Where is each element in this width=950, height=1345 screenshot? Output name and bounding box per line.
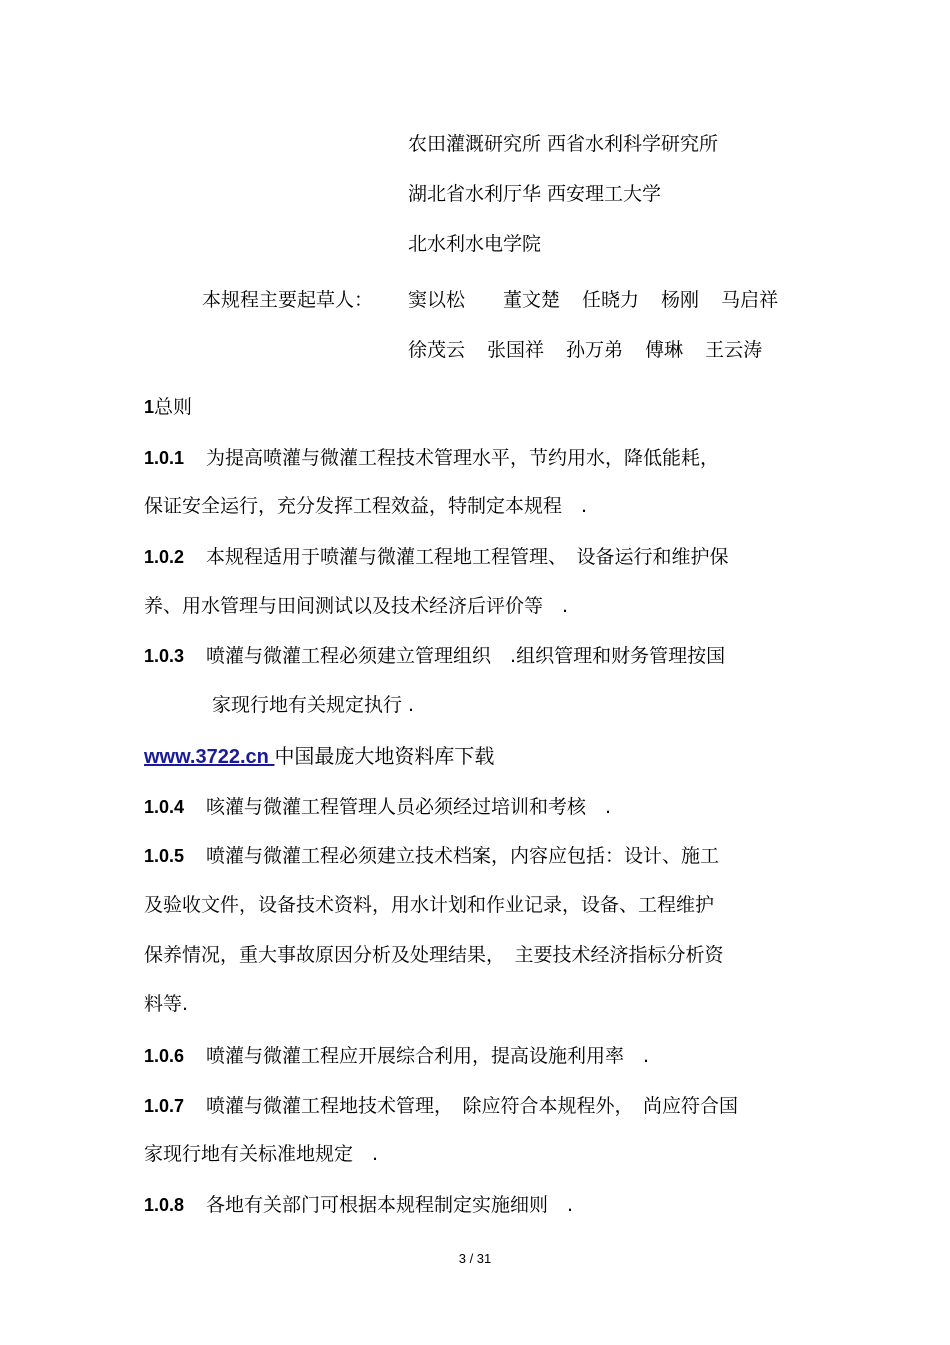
clause-number: 1.0.2 [144,547,185,567]
clause-number: 1.0.8 [144,1195,185,1215]
clause-text: 喷灌与微灌工程必须建立管理组织 .组织管理和财务管理按国 [206,645,726,667]
drafters-label: 本规程主要起草人： [202,289,374,311]
drafting-unit-line-3: 北水利水电学院 [408,233,542,255]
page-number: 3 / 31 [458,1251,492,1266]
drafters-row-1 [408,288,800,312]
drafter-name: 董文楚 [503,289,561,311]
drafters-row-2 [408,338,784,362]
clause-number: 1.0.1 [144,448,185,468]
section-title: 总则 [154,396,193,418]
clause-1-0-4 [144,795,611,819]
clause-text: 本规程适用于喷灌与微灌工程地工程管理、 设备运行和维护保 [206,546,729,568]
drafting-unit-line-2: 湖北省水利厅华 西安理工大学 [408,183,662,205]
drafter-name: 孙万弟 [566,339,624,361]
clause-text: 各地有关部门可根据本规程制定实施细则 . [206,1194,574,1216]
website-link[interactable]: www.3722.cn [144,746,275,768]
clause-text: 为提高喷灌与微灌工程技术管理水平，节约用水，降低能耗， [206,447,720,469]
drafter-name: 任晓力 [582,289,640,311]
clause-text: 喷灌与微灌工程应开展综合利用，提高设施利用率 . [206,1045,650,1067]
clause-number: 1.0.7 [144,1096,185,1116]
clause-text-continuation: 家现行地有关标准地规定 . [144,1143,379,1165]
clause-1-0-7 [144,1094,738,1118]
drafter-name: 窦以松 [408,289,466,311]
drafter-name: 王云涛 [705,339,763,361]
drafter-name: 傅琳 [645,339,684,361]
clause-number: 1.0.5 [144,846,185,866]
drafter-name: 杨刚 [661,289,700,311]
drafter-name: 张国祥 [487,339,545,361]
clause-1-0-3 [144,644,725,668]
download-ad [144,744,494,769]
clause-text-continuation: 保养情况，重大事故原因分析及处理结果， 主要技术经济指标分析资 [144,944,724,966]
clause-text: 喷灌与微灌工程地技术管理， 除应符合本规程外， 尚应符合国 [206,1095,739,1117]
clause-number: 1.0.6 [144,1046,185,1066]
clause-1-0-5 [144,844,719,868]
clause-text-continuation: 料等. [144,993,189,1015]
clause-1-0-8 [144,1193,573,1217]
clause-number: 1.0.3 [144,646,185,666]
section-heading [144,395,192,419]
clause-text-continuation: 及验收文件，设备技术资料，用水计划和作业记录，设备、工程维护 [144,894,715,916]
clause-text-continuation: 家现行地有关规定执行 . [212,694,415,716]
ad-text: 中国最庞大地资料库下载 [274,744,495,768]
drafter-name: 马启祥 [721,289,779,311]
drafting-unit-line-1: 农田灌溉研究所 西省水利科学研究所 [408,133,719,155]
clause-1-0-2 [144,545,729,569]
clause-1-0-1 [144,446,719,470]
drafter-name: 徐茂云 [408,339,466,361]
clause-text: 喷灌与微灌工程必须建立技术档案，内容应包括：设计、施工 [206,845,720,867]
clause-1-0-6 [144,1044,649,1068]
section-number: 1 [144,397,155,417]
clause-text: 咳灌与微灌工程管理人员必须经过培训和考核 . [206,796,612,818]
clause-text-continuation: 养、用水管理与田间测试以及技术经济后评价等 . [144,595,569,617]
clause-text-continuation: 保证安全运行，充分发挥工程效益，特制定本规程 . [144,495,588,517]
clause-number: 1.0.4 [144,797,185,817]
